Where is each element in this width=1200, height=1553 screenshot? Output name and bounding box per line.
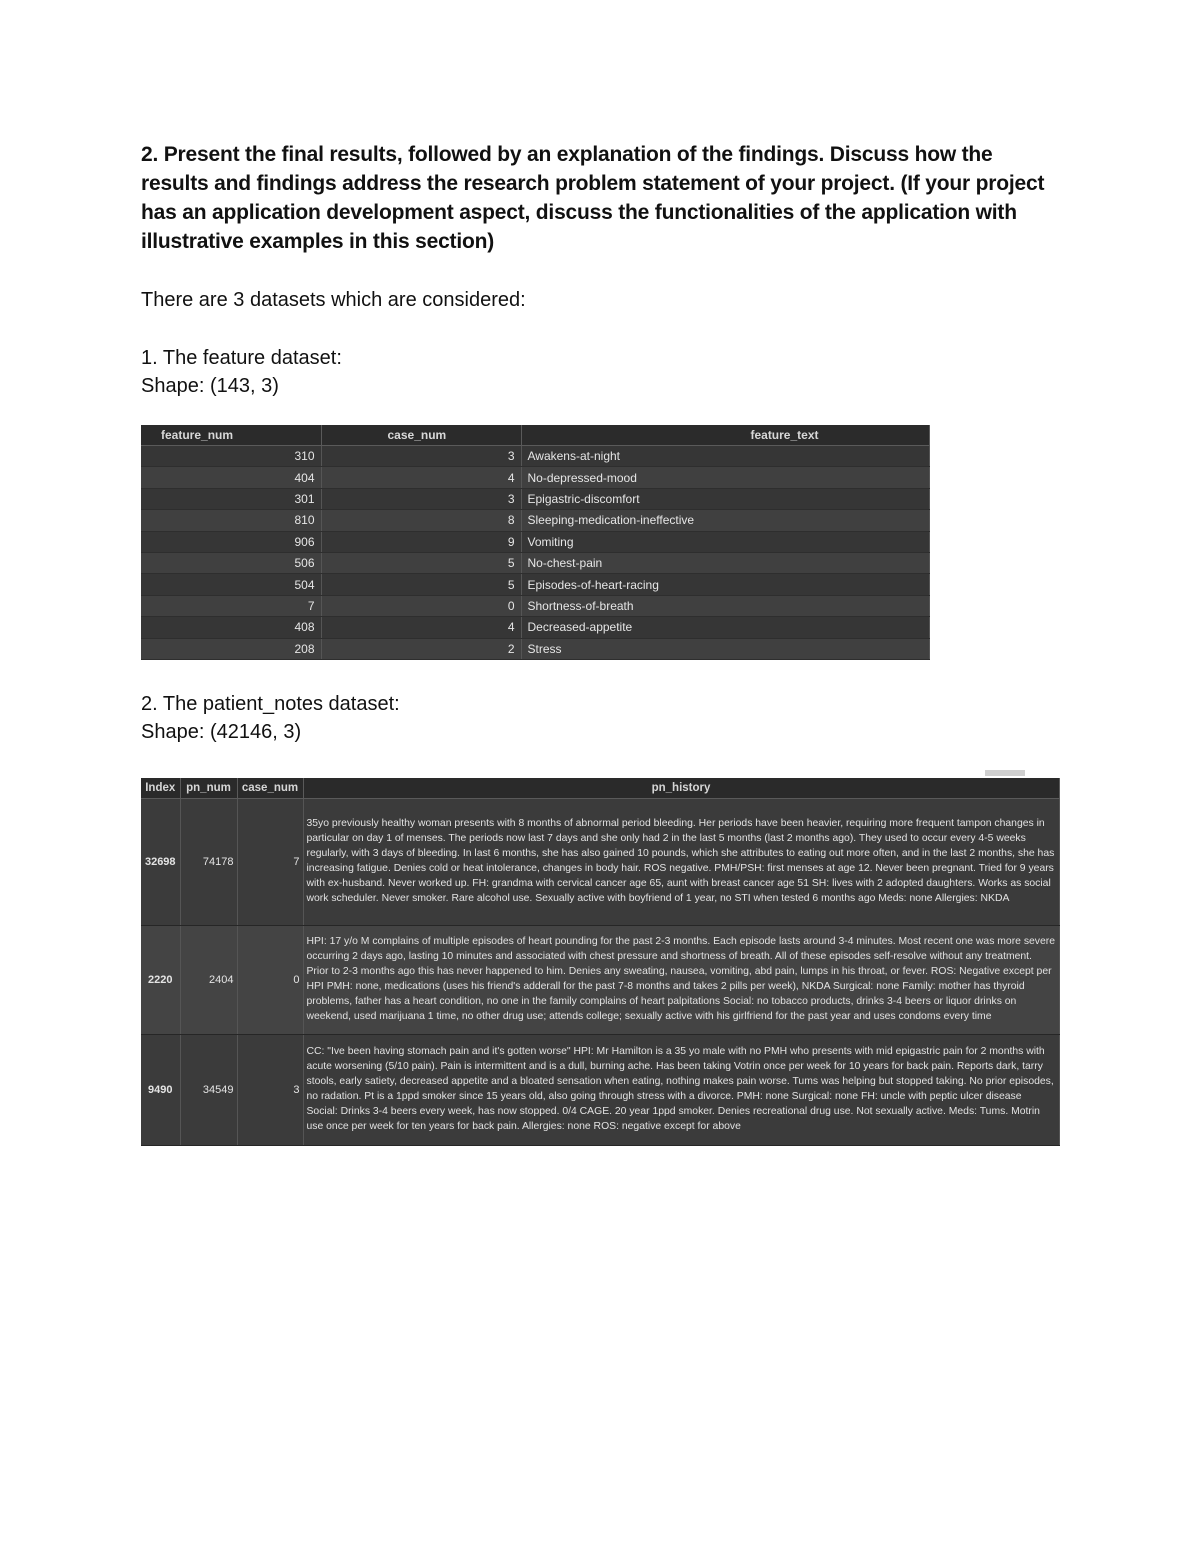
patient-notes-dataset-shape: Shape: (42146, 3) (141, 721, 302, 743)
table-row (141, 552, 929, 573)
column-header-pn-history: pn_history (303, 778, 1059, 799)
cell-pn-history: CC: "Ive been having stomach pain and it's gotten worse" HPI: Mr Hamilton is a 35 yo male with no PMH who presents with mid epigastric pain for 2 months with acute worsening (5/10 pain). Pain is intermittent and is a dull, burning ache. Has been taking Votrin once per week for 10 years for back pain. Reports dark, tarry stools, early satiety, decreased appetite and a bloated sensation when eating, nothing makes pain worse. Tums was helping but stopped taking. No prior episodes, no radation. Pt is a 1ppd smoker since 15 years old, also going through stress with a divorce. PMH: none Surgical: none FH: uncle with peptic ulcer disease Social: Drinks 3-4 beers every week, has now stopped. 0/4 CAGE. 20 year 1ppd smoker. Denies recreational drug use. Not sexually active. Meds: Tums. Motrin use once per week for ten years for back pain. Allergies: none ROS: negative except for above (303, 1035, 1059, 1146)
table-row (141, 467, 929, 488)
patient-notes-table (141, 778, 1060, 1146)
cell-feature-text: Episodes-of-heart-racing (521, 574, 929, 595)
cell-pn-history: 35yo previously healthy woman presents with 8 months of abnormal period bleeding. Her periods have been heavier, requiring more frequent tampon changes in particular on day 1 of menses. The periods now last 7 days and she only had 2 in the last 5 months (last 2 months ago). They used to occur every 4-5 weeks regularly, with 3 days of bleeding. In last 6 months, she has also gained 10 pounds, which she attributes to eating out more often, and in the last 2 months, she has increasing fatigue. Denies cold or heat intolerance, changes in body hair. ROS negative. PMH/PSH: first menses at age 12. Never been pregnant. Tried for 9 years with ex-husband. Never worked up. FH: grandma with cervical cancer age 65, aunt with breast cancer age 51 SH: lives with 2 adopted daughters. Works as social work scheduler. Never smoker. Rare alcohol use. Sexually active with boyfriend of 1 year, no STI when tested 6 months ago Meds: none Allergies: NKDA (303, 799, 1059, 926)
section-heading: 2. Present the final results, followed by an explanation of the findings. Discuss how the results and findings address the research problem statement of your project. (If your project has an application development aspect, discuss the functionalities of the application with illustrative examples in this section) (141, 143, 1045, 253)
cell-feature-num: 310 (141, 446, 321, 467)
cell-index: 32698 (141, 799, 180, 926)
cell-case-num: 7 (237, 799, 303, 926)
cell-feature-num: 906 (141, 531, 321, 552)
cell-feature-text: No-chest-pain (521, 552, 929, 573)
cell-case-num: 9 (321, 531, 521, 552)
cell-case-num: 4 (321, 467, 521, 488)
table-row (141, 595, 929, 616)
intro-text: There are 3 datasets which are considered: (141, 289, 526, 311)
cell-case-num: 0 (321, 595, 521, 616)
column-header-case-num: case_num (237, 778, 303, 799)
table-row (141, 531, 929, 552)
column-header-case-num: case_num (321, 425, 521, 446)
table-row (141, 638, 929, 659)
column-header-index: Index (141, 778, 180, 799)
cell-case-num: 0 (237, 926, 303, 1035)
cell-pn-num: 34549 (180, 1035, 237, 1146)
patient-notes-table-header (141, 778, 1059, 799)
feature-dataset-title: 1. The feature dataset: (141, 347, 342, 369)
table-row (141, 574, 929, 595)
screenshot-edge-artifact (985, 770, 1025, 776)
cell-case-num: 3 (237, 1035, 303, 1146)
cell-feature-text: Vomiting (521, 531, 929, 552)
cell-case-num: 8 (321, 510, 521, 531)
table-row (141, 926, 1059, 1035)
cell-case-num: 3 (321, 446, 521, 467)
cell-index: 9490 (141, 1035, 180, 1146)
cell-feature-num: 404 (141, 467, 321, 488)
cell-pn-num: 74178 (180, 799, 237, 926)
table-row (141, 446, 929, 467)
table-row (141, 488, 929, 509)
cell-feature-text: Awakens-at-night (521, 446, 929, 467)
cell-feature-text: Decreased-appetite (521, 617, 929, 638)
cell-feature-text: Stress (521, 638, 929, 659)
table-row (141, 799, 1059, 926)
cell-case-num: 3 (321, 488, 521, 509)
cell-feature-num: 506 (141, 552, 321, 573)
cell-case-num: 4 (321, 617, 521, 638)
cell-feature-text: No-depressed-mood (521, 467, 929, 488)
cell-case-num: 5 (321, 552, 521, 573)
cell-pn-history: HPI: 17 y/o M complains of multiple episodes of heart pounding for the past 2-3 months. Each episode lasts around 3-4 minutes. Most recent one was more severe occurring 2 days ago, lasting 10 minutes and associated with chest pressure and shortness of breath. All of these episodes self-resolve without any treatment. Prior to 2-3 months ago this has never happened to him. Denies any sweating, nausea, vomiting, abd pain, lumps in his throat, or fever. ROS: Negative except per HPI PMH: none, medications (uses his friend's adderall for the past 7-8 months and takes 2 pills per week), NKDA Surgical: none Family: mother has thyroid problems, father has a heart condition, no one in the family complains of heart palpitations Social: no tobacco products, drinks 3-4 beers or liquor drinks on weekend, used marijuana 1 time, no other drug use; attends college; sexually active with his girlfriend for the past year and uses condoms every time (303, 926, 1059, 1035)
cell-feature-num: 208 (141, 638, 321, 659)
cell-index: 2220 (141, 926, 180, 1035)
column-header-pn-num: pn_num (180, 778, 237, 799)
cell-case-num: 2 (321, 638, 521, 659)
cell-feature-text: Sleeping-medication-ineffective (521, 510, 929, 531)
cell-pn-num: 2404 (180, 926, 237, 1035)
column-header-feature-num: feature_num (141, 425, 321, 446)
feature-table-header (141, 425, 929, 446)
table-row (141, 510, 929, 531)
patient-notes-dataset-title: 2. The patient_notes dataset: (141, 693, 400, 715)
table-row (141, 1035, 1059, 1146)
cell-feature-num: 408 (141, 617, 321, 638)
feature-dataset-shape: Shape: (143, 3) (141, 375, 279, 397)
cell-feature-text: Epigastric-discomfort (521, 488, 929, 509)
cell-feature-num: 810 (141, 510, 321, 531)
table-row (141, 617, 929, 638)
cell-feature-text: Shortness-of-breath (521, 595, 929, 616)
feature-table (141, 425, 930, 660)
cell-feature-num: 7 (141, 595, 321, 616)
cell-case-num: 5 (321, 574, 521, 595)
cell-feature-num: 301 (141, 488, 321, 509)
cell-feature-num: 504 (141, 574, 321, 595)
column-header-feature-text: feature_text (521, 425, 929, 446)
